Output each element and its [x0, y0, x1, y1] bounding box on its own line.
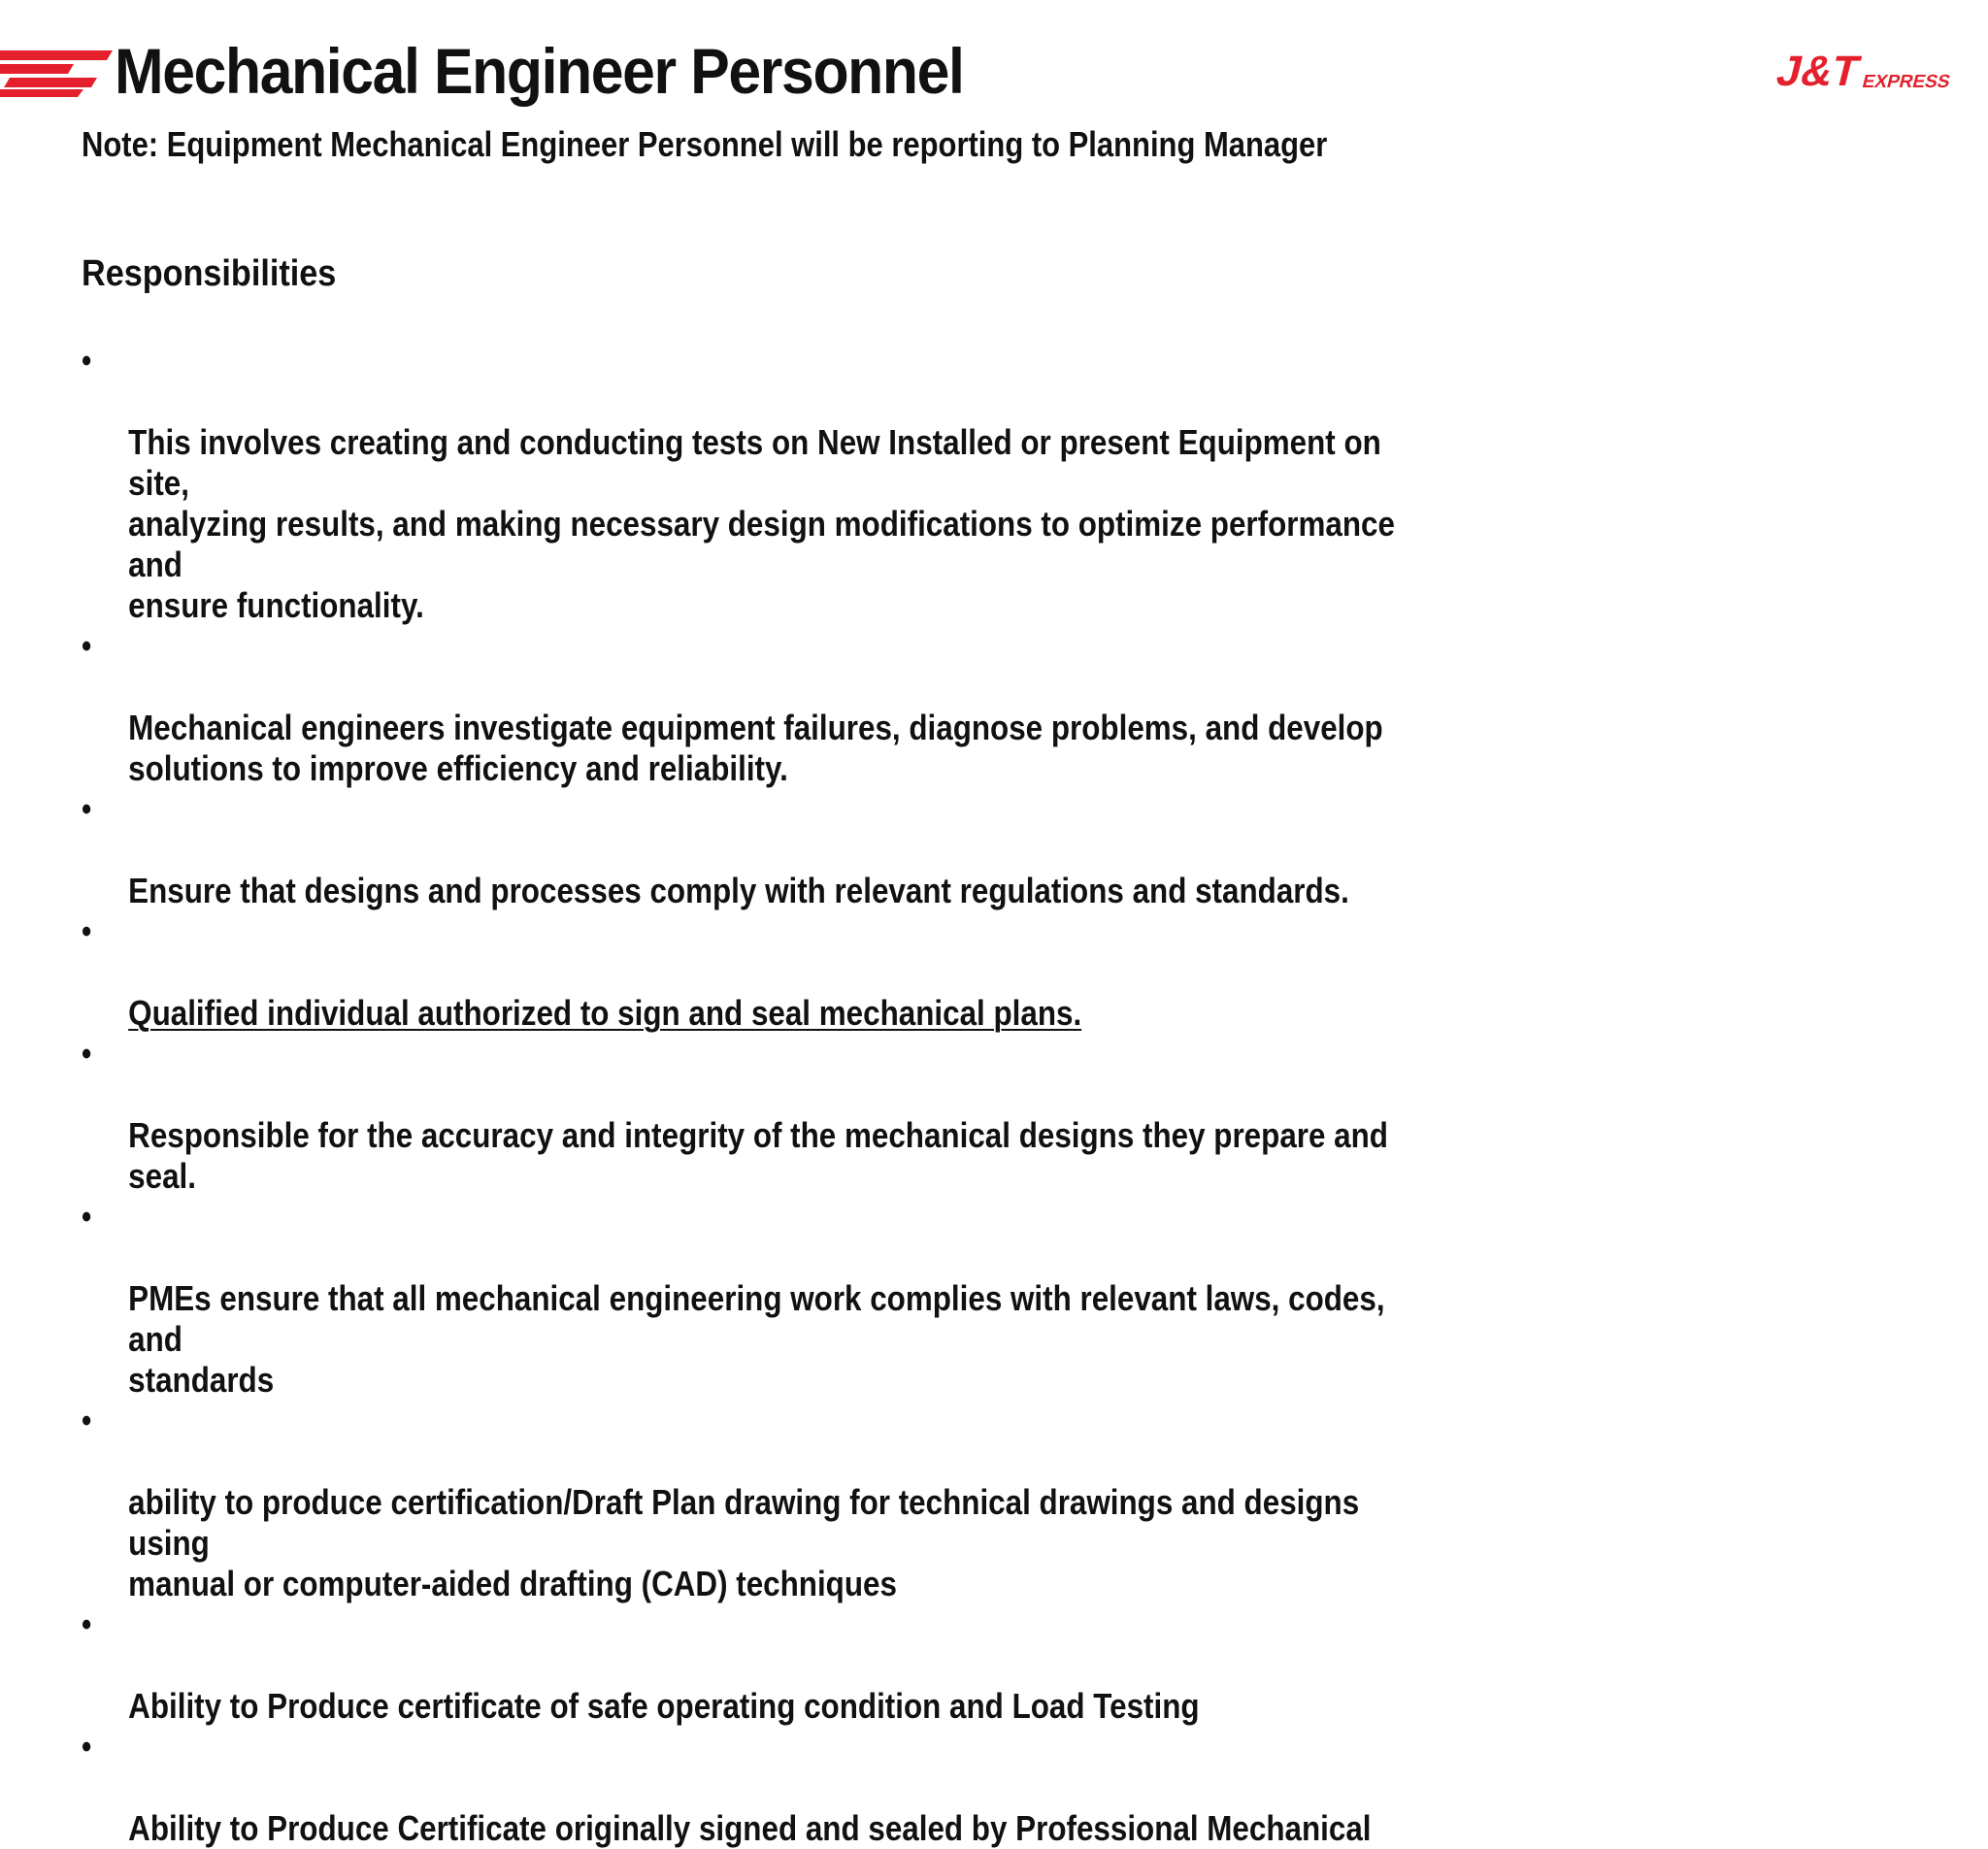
list-item [82, 626, 1434, 789]
list-item [82, 911, 1434, 1034]
reporting-note: Note: Equipment Mechanical Engineer Personnel will be reporting to Planning Manager [82, 124, 1328, 164]
list-item [82, 1034, 1434, 1197]
list-item [82, 1727, 1434, 1849]
bullet: • [82, 913, 92, 950]
svg-text:J&T: J&T [1772, 48, 1865, 95]
list-item-text: Mechanical engineers investigate equipment failures, diagnose problems, and develop solutions to improve efficiency and reliability. [128, 708, 1383, 788]
bullet: • [82, 1403, 92, 1439]
list-item [82, 1604, 1434, 1727]
list-item-text: PMEs ensure that all mechanical engineering work complies with relevant laws, codes, and standards [128, 1278, 1385, 1400]
bullet: • [82, 791, 92, 828]
page-title: Mechanical Engineer Personnel [115, 35, 964, 107]
list-item-text: This involves creating and conducting tests on New Installed or present Equipment on site, analyzing results, and making necessary design modifications to optimize performance and ensure functionality. [128, 422, 1395, 625]
bullet: • [82, 1729, 92, 1766]
bullet: • [82, 1606, 92, 1643]
list-item [82, 341, 1434, 626]
list-item-text: Responsible for the accuracy and integrity of the mechanical designs they prepare and seal. [128, 1115, 1388, 1196]
section-heading-responsibilities: Responsibilities [82, 253, 337, 294]
list-item-text: Ensure that designs and processes comply with relevant regulations and standards. [128, 871, 1349, 910]
list-item-text: Ability to Produce certificate of safe operating condition and Load Testing [128, 1686, 1200, 1726]
list-item-text: ability to produce certification/Draft Plan drawing for technical drawings and designs using manual or computer-aided drafting (CAD) techniques [128, 1482, 1360, 1603]
list-item [82, 789, 1434, 911]
responsibilities-list [82, 341, 1434, 1849]
bullet: • [82, 343, 92, 380]
svg-text:EXPRESS: EXPRESS [1860, 72, 1953, 92]
jt-express-logo [1765, 47, 1953, 95]
red-speed-stripes-icon [0, 50, 113, 97]
bullet: • [82, 1199, 92, 1236]
bullet: • [82, 1036, 92, 1073]
bullet: • [82, 628, 92, 665]
list-item-text: Ability to Produce Certificate originally signed and sealed by Professional Mechanical [128, 1808, 1372, 1848]
list-item-text-underlined: Qualified individual authorized to sign and seal mechanical plans. [128, 993, 1082, 1033]
list-item [82, 1401, 1434, 1604]
list-item [82, 1197, 1434, 1401]
